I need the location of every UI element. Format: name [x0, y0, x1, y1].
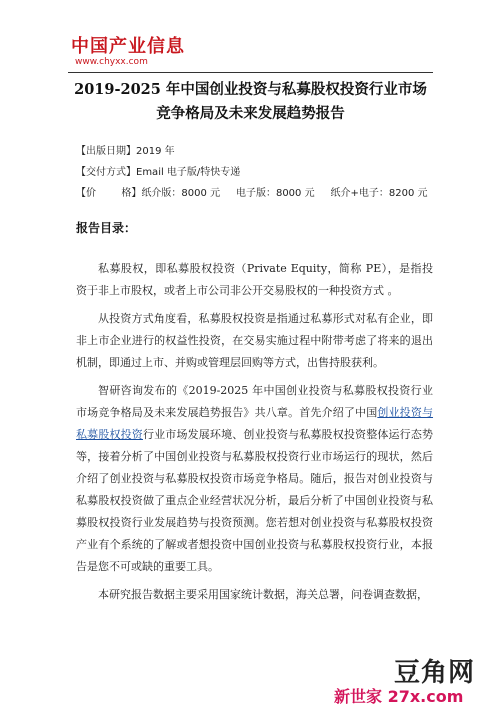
industry-link[interactable]: 创业投资与私募股权投资	[76, 406, 434, 441]
watermark-logo: 豆角网	[394, 658, 476, 688]
delivery-row	[76, 162, 436, 183]
publish-date-row	[76, 141, 436, 162]
paragraph-4: 本研究报告数据主要采用国家统计数据，海关总署，问卷调查数据，	[98, 588, 428, 601]
report-meta	[76, 141, 436, 204]
paragraph-3-rest: 行业市场发展环境、创业投资与私募股权投资整体运行态势等，接着分析了中国创业投资与私募股权投资行业市场运行的现状，然后介绍了创业投资与私募股权投资市场竞争格局。随后，报告对创业投资与私募股权投资做了重点企业经营状况分析，最后分析了中国创业投资与私募股权投资行业发展趋势与投资预测。您若想对创业投资与私募股权投资产业有个系统的了解或者想投资中国创业投资与私募股权投资行业，本报告是您不可或缺的重要工具。	[76, 428, 433, 573]
paragraph-3-intro: 智研咨询发布的《2019-2025 年中国创业投资与私募股权投资行业市场竞争格局及未来发展趋势报告》共八章。首先介绍了中国	[76, 384, 433, 419]
watermark-text: 新世家 27x.com	[334, 687, 464, 706]
delivery-value: Email 电子版/特快专递	[136, 167, 241, 178]
brand-url[interactable]: www.chyxx.com	[75, 57, 148, 67]
report-body	[76, 258, 433, 612]
report-title	[68, 78, 433, 126]
brand-logo	[71, 37, 191, 67]
report-title-line-1: 2019-2025 年中国创业投资与私募股权投资行业市场	[74, 81, 427, 98]
paragraph-3	[76, 380, 433, 578]
paragraph-1: 私募股权，即私募股权投资（Private Equity，简称 PE），是指投资于非上市股权，或者上市公司非公开交易股权的一种投资方式 。	[76, 262, 433, 297]
publish-date-label: 【出版日期】	[76, 146, 136, 157]
publish-date-value: 2019 年	[136, 146, 175, 157]
delivery-label: 【交付方式】	[76, 167, 136, 178]
price-label: 【价 格】	[76, 188, 142, 199]
price-row	[76, 183, 436, 204]
paragraph-2: 从投资方式角度看，私募股权投资是指通过私募形式对私有企业，即非上市企业进行的权益性投资，在交易实施过程中附带考虑了将来的退出机制，即通过上市、并购或管理层回购等方式，出售持股获利。	[76, 312, 433, 369]
header-divider	[68, 72, 433, 73]
toc-heading: 报告目录：	[76, 221, 137, 235]
report-title-line-2: 竞争格局及未来发展趋势报告	[156, 105, 345, 122]
brand-name: 中国产业信息	[71, 36, 185, 57]
price-value: 纸介版：8000 元 电子版：8000 元 纸介+电子：8200 元	[141, 188, 428, 199]
